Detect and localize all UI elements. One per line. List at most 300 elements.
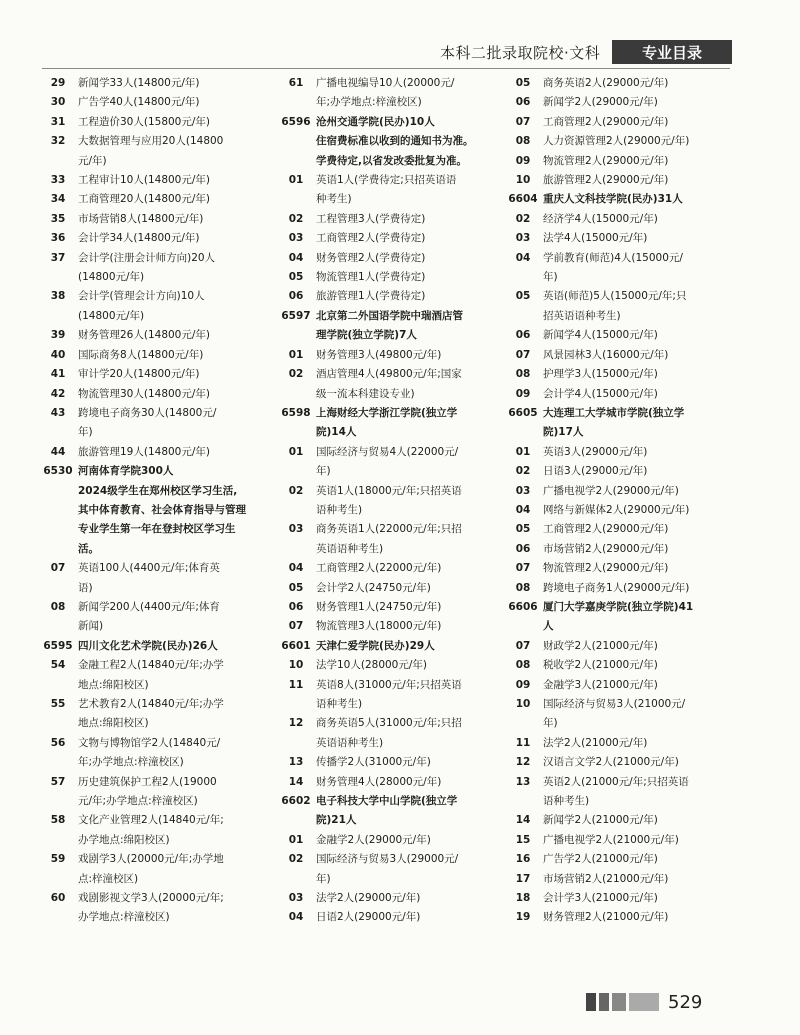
major-code: 07 [288,620,304,633]
major-details: 财务管理26人(14800元/年) [78,329,210,342]
major-details: 会计学(注册会计师方向)20人 [78,251,216,264]
major-entry-line [276,462,511,481]
major-code: 08 [515,135,531,148]
major-entry-line [276,501,511,520]
major-code: 01 [288,174,304,187]
major-details: 元/年) [78,154,107,167]
major-details: 工商管理2人(29000元/年) [543,523,669,536]
major-entry-line [38,385,273,404]
school-code: 6602 [281,795,311,808]
major-code [276,93,316,112]
major-code: 43 [50,406,66,419]
major-code: 08 [515,581,531,594]
major-code: 06 [515,329,531,342]
school-name: 四川文化艺术学院(民办)26人 [78,639,218,652]
major-entry-line [503,307,738,326]
major-code [38,540,78,559]
school-code [503,617,543,636]
major-details: 日语2人(29000元/年) [316,911,421,924]
school-entry-line [503,598,738,617]
major-details: 财务管理2人(学费待定) [316,251,426,264]
major-details: 年) [316,465,331,478]
major-entry-line [276,598,511,617]
major-entry-line [276,443,511,462]
major-details: 人力资源管理2人(29000元/年) [543,135,690,148]
major-entry-line [38,676,273,695]
major-details: 风景园林3人(16000元/年) [543,348,669,361]
major-details: 金融学2人(29000元/年) [316,833,431,846]
header-section-tag: 专业目录 [612,40,732,64]
school-name: 北京第二外国语学院中瑞酒店管 [316,309,463,322]
school-entry-line [276,811,511,830]
major-code: 03 [515,484,531,497]
major-code: 04 [288,911,304,924]
school-note-line [276,152,511,171]
major-details: 地点:绵阳校区) [78,717,149,730]
major-details: 英语(师范)5人(15000元/年;只 [543,290,687,303]
major-code: 02 [288,368,304,381]
major-entry-line [503,93,738,112]
major-details: 法学4人(15000元/年) [543,232,648,245]
major-details: 财政学2人(21000元/年) [543,639,658,652]
major-entry-line [503,132,738,151]
header-title: 本科二批录取院校·文科 [440,44,601,62]
major-entry-line [276,540,511,559]
major-code: 05 [515,290,531,303]
major-entry-line [276,734,511,753]
major-entry-line [38,423,273,442]
major-code: 01 [288,445,304,458]
school-note-line [38,501,273,520]
major-code: 02 [288,853,304,866]
major-details: 商务英语2人(29000元/年) [543,77,669,89]
major-entry-line [38,889,273,908]
major-entry-line [503,210,738,229]
major-code [38,617,78,636]
major-entry-line [38,404,273,423]
major-details: 金融工程2人(14840元/年;办学 [78,659,224,672]
school-entry-line [38,462,273,481]
major-code: 07 [515,348,531,361]
school-code: 6598 [281,406,311,419]
major-code: 02 [288,484,304,497]
major-entry-line [503,249,738,268]
major-entry-line [38,326,273,345]
major-entry-line [276,676,511,695]
major-code: 05 [288,581,304,594]
major-details: 物流管理30人(14800元/年) [78,387,210,400]
major-details: 语种考生) [316,698,363,710]
major-details: 大数据管理与应用20人(14800 [78,135,224,148]
major-code: 11 [288,678,304,691]
major-code: 07 [515,639,531,652]
school-name: 上海财经大学浙江学院(独立学 [316,406,458,419]
major-details: 艺术教育2人(14840元/年;办学 [78,698,224,710]
major-code [503,268,543,287]
school-entry-line [38,637,273,656]
major-details: 国际商务8人(14800元/年) [78,348,204,361]
major-entry-line [276,773,511,792]
major-details: 旅游管理1人(学费待定) [316,290,426,303]
major-details: 新闻) [78,620,104,633]
major-code: 36 [50,232,66,245]
school-code: 6606 [508,600,538,613]
school-entry-line [503,617,738,636]
major-details: 广播电视学2人(21000元/年) [543,833,679,846]
major-entry-line [276,889,511,908]
major-code: 31 [50,115,66,128]
major-entry-line [503,889,738,908]
school-entry-line [276,423,511,442]
major-details: 法学2人(29000元/年) [316,892,421,905]
major-entry-line [38,831,273,850]
major-entry-line [276,268,511,287]
major-details: 财务管理2人(21000元/年) [543,911,669,924]
major-entry-line [38,753,273,772]
major-entry-line [503,346,738,365]
major-entry-line [276,559,511,578]
major-entry-line [503,152,738,171]
major-details: 市场营销2人(29000元/年) [543,542,669,555]
major-entry-line [276,229,511,248]
major-details: 戏剧学3人(20000元/年;办学地 [78,853,224,866]
major-details: 年) [543,717,558,730]
major-code [503,714,543,733]
school-note: 专业学生第一年在登封校区学习生 [78,523,236,536]
school-name: 沧州交通学院(民办)10人 [316,115,435,128]
major-code: 04 [288,251,304,264]
major-entry-line [276,482,511,501]
major-entry-line [276,908,511,927]
major-details: 工商管理2人(学费待定) [316,232,426,245]
major-entry-line [503,714,738,733]
school-entry-line [276,113,511,132]
major-details: 戏剧影视文学3人(20000元/年; [78,892,224,905]
major-entry-line [38,773,273,792]
header-divider [42,68,730,69]
school-name: 天津仁爱学院(民办)29人 [316,639,435,652]
major-code: 11 [515,736,531,749]
school-name: 重庆人文科技学院(民办)31人 [543,193,683,206]
major-details: 财务管理4人(28000元/年) [316,775,442,788]
major-details: 财务管理1人(24750元/年) [316,600,442,613]
major-entry-line [503,229,738,248]
major-details: 财务管理3人(49800元/年) [316,348,442,361]
major-details: 护理学3人(15000元/年) [543,368,658,381]
major-entry-line [276,617,511,636]
major-code: 09 [515,154,531,167]
major-entry-line [38,714,273,733]
major-entry-line [38,113,273,132]
major-entry-line [503,385,738,404]
major-entry-line [503,831,738,850]
major-code: 05 [288,271,304,284]
major-code: 06 [288,600,304,613]
school-name: 厦门大学嘉庚学院(独立学院)41 [543,600,694,613]
major-code: 12 [515,756,531,769]
major-code: 12 [288,717,304,730]
major-details: 招英语语种考生) [543,309,621,322]
major-entry-line [503,676,738,695]
major-code [38,268,78,287]
major-entry-line [276,714,511,733]
school-name: 河南体育学院300人 [78,465,174,478]
major-details: 工商管理2人(29000元/年) [543,115,669,128]
page-number: 529 [668,991,703,1013]
major-details: (14800元/年) [78,271,145,284]
school-note: 学费待定,以省发改委批复为准。 [316,154,467,167]
major-details: 网络与新媒体2人(29000元/年) [543,503,690,516]
school-code [503,423,543,442]
school-note: 其中体育教育、社会体育指导与管理 [78,503,246,516]
school-note: 2024级学生在郑州校区学习生活, [78,484,238,497]
major-entry-line [38,229,273,248]
major-entry-line [503,734,738,753]
major-code: 10 [288,659,304,672]
school-note-line [38,540,273,559]
major-entry-line [38,268,273,287]
major-details: 地点:绵阳校区) [78,678,149,691]
major-details: 新闻学200人(4400元/年;体育 [78,600,220,613]
major-code: 10 [515,174,531,187]
major-details: 办学地点:绵阳校区) [78,833,170,846]
major-details: 英语8人(31000元/年;只招英语 [316,678,462,691]
major-code: 56 [50,736,66,749]
major-entry-line [38,249,273,268]
major-entry-line [38,132,273,151]
major-code: 13 [288,756,304,769]
major-details: 工程管理3人(学费待定) [316,212,426,225]
major-code: 09 [515,387,531,400]
major-entry-line [503,113,738,132]
major-details: 会计学34人(14800元/年) [78,232,200,245]
major-entry-line [276,171,511,190]
major-details: 税收学2人(21000元/年) [543,659,658,672]
major-entry-line [503,792,738,811]
major-details: 工商管理2人(22000元/年) [316,562,442,575]
major-code: 17 [515,872,531,885]
major-code: 05 [515,77,531,89]
major-code [276,501,316,520]
major-entry-line [38,579,273,598]
major-details: 国际经济与贸易4人(22000元/ [316,445,459,458]
major-details: 工程造价30人(15800元/年) [78,115,210,128]
major-code: 01 [515,445,531,458]
school-code: 6604 [508,193,538,206]
major-code [38,423,78,442]
major-entry-line [503,501,738,520]
school-name: 人 [543,620,554,633]
major-details: 国际经济与贸易3人(21000元/ [543,698,686,710]
school-code: 6530 [43,465,73,478]
major-entry-line [276,190,511,209]
school-note-line [38,520,273,539]
major-code [38,676,78,695]
major-details: 市场营销8人(14800元/年) [78,212,204,225]
major-entry-line [38,74,273,93]
major-entry-line [38,734,273,753]
major-code: 13 [515,775,531,788]
major-details: 广告学2人(21000元/年) [543,853,658,866]
major-code: 07 [515,562,531,575]
major-details: 经济学4人(15000元/年) [543,212,658,225]
major-entry-line [503,850,738,869]
major-code: 06 [515,96,531,109]
major-details: 语) [78,581,93,594]
major-code: 60 [50,892,66,905]
major-entry-line [38,443,273,462]
footer-bar-decoration [599,993,609,1011]
major-code [38,831,78,850]
school-entry-line [276,307,511,326]
major-entry-line [276,695,511,714]
major-details: 新闻学4人(15000元/年) [543,329,658,342]
column-2 [276,74,511,928]
major-code: 34 [50,193,66,206]
school-name: 院)14人 [316,426,357,439]
school-code [276,423,316,442]
major-details: 办学地点:梓潼校区) [78,911,170,924]
major-entry-line [503,326,738,345]
major-details: 英语语种考生) [316,736,384,749]
major-code: 35 [50,212,66,225]
major-code: 55 [50,698,66,710]
major-details: 跨境电子商务1人(29000元/年) [543,581,690,594]
school-entry-line [276,792,511,811]
major-entry-line [38,152,273,171]
major-details: 语种考生) [316,503,363,516]
major-code: 39 [50,329,66,342]
major-details: 法学2人(21000元/年) [543,736,648,749]
major-details: 物流管理1人(学费待定) [316,271,426,284]
major-details: 传播学2人(31000元/年) [316,756,431,769]
major-code: 44 [50,445,66,458]
major-code: 14 [288,775,304,788]
major-code: 03 [288,523,304,536]
major-code [276,190,316,209]
major-code: 42 [50,387,66,400]
major-entry-line [276,520,511,539]
major-code: 18 [515,892,531,905]
school-name: 院)17人 [543,426,584,439]
school-entry-line [503,404,738,423]
major-details: 会计学2人(24750元/年) [316,581,431,594]
major-details: 英语100人(4400元/年;体育英 [78,562,220,575]
major-details: 商务英语5人(31000元/年;只招 [316,717,462,730]
major-details: 学前教育(师范)4人(15000元/ [543,251,683,264]
major-entry-line [276,249,511,268]
major-code [276,870,316,889]
major-code: 03 [288,892,304,905]
major-entry-line [503,870,738,889]
school-entry-line [276,404,511,423]
major-details: 英语3人(29000元/年) [543,445,648,458]
major-code [38,908,78,927]
major-entry-line [503,656,738,675]
major-entry-line [38,792,273,811]
major-code [38,714,78,733]
major-entry-line [38,171,273,190]
major-code: 54 [50,659,66,672]
major-entry-line [276,210,511,229]
major-details: 酒店管理4人(49800元/年;国家 [316,368,462,381]
column-1 [38,74,273,928]
major-entry-line [276,365,511,384]
major-details: 法学10人(28000元/年) [316,659,427,672]
major-details: 会计学(管理会计方向)10人 [78,290,205,303]
school-note: 住宿费标准以收到的通知书为准。 [316,135,474,148]
major-code: 32 [50,135,66,148]
major-entry-line [38,559,273,578]
major-code: 59 [50,853,66,866]
major-entry-line [38,850,273,869]
major-entry-line [38,346,273,365]
major-code: 61 [288,77,304,89]
major-code: 07 [50,562,66,575]
major-code: 08 [50,600,66,613]
major-entry-line [38,210,273,229]
major-code: 10 [515,698,531,710]
school-name: 大连理工大学城市学院(独立学 [543,406,685,419]
school-entry-line [503,423,738,442]
major-entry-line [503,365,738,384]
school-code: 6595 [43,639,73,652]
major-entry-line [503,908,738,927]
major-details: 英语语种考生) [316,542,384,555]
major-code: 08 [515,368,531,381]
major-entry-line [276,753,511,772]
major-details: (14800元/年) [78,309,145,322]
major-code [38,501,78,520]
major-details: 物流管理3人(18000元/年) [316,620,442,633]
major-entry-line [503,540,738,559]
major-details: 年) [543,271,558,284]
major-entry-line [276,579,511,598]
major-entry-line [276,346,511,365]
major-details: 年) [316,872,331,885]
major-code: 30 [50,96,66,109]
major-code: 19 [515,911,531,924]
major-entry-line [276,870,511,889]
school-note-line [276,132,511,151]
major-entry-line [503,171,738,190]
major-code [276,462,316,481]
major-entry-line [38,870,273,889]
major-details: 旅游管理19人(14800元/年) [78,445,210,458]
major-entry-line [503,811,738,830]
major-entry-line [503,559,738,578]
major-code: 05 [515,523,531,536]
school-entry-line [503,190,738,209]
major-code [38,870,78,889]
major-entry-line [38,365,273,384]
column-3 [503,74,738,928]
footer-bar-decoration [629,993,659,1011]
major-details: 新闻学2人(29000元/年) [543,96,658,109]
major-details: 国际经济与贸易3人(29000元/ [316,853,459,866]
major-details: 日语3人(29000元/年) [543,465,648,478]
major-code: 41 [50,368,66,381]
major-details: 级一流本科建设专业) [316,387,415,400]
footer-bar-decoration [586,993,596,1011]
major-code: 15 [515,833,531,846]
page-header [430,38,730,68]
major-entry-line [503,753,738,772]
major-details: 会计学3人(21000元/年) [543,892,658,905]
major-details: 英语1人(18000元/年;只招英语 [316,484,462,497]
major-code: 58 [50,814,66,827]
school-entry-line [276,326,511,345]
